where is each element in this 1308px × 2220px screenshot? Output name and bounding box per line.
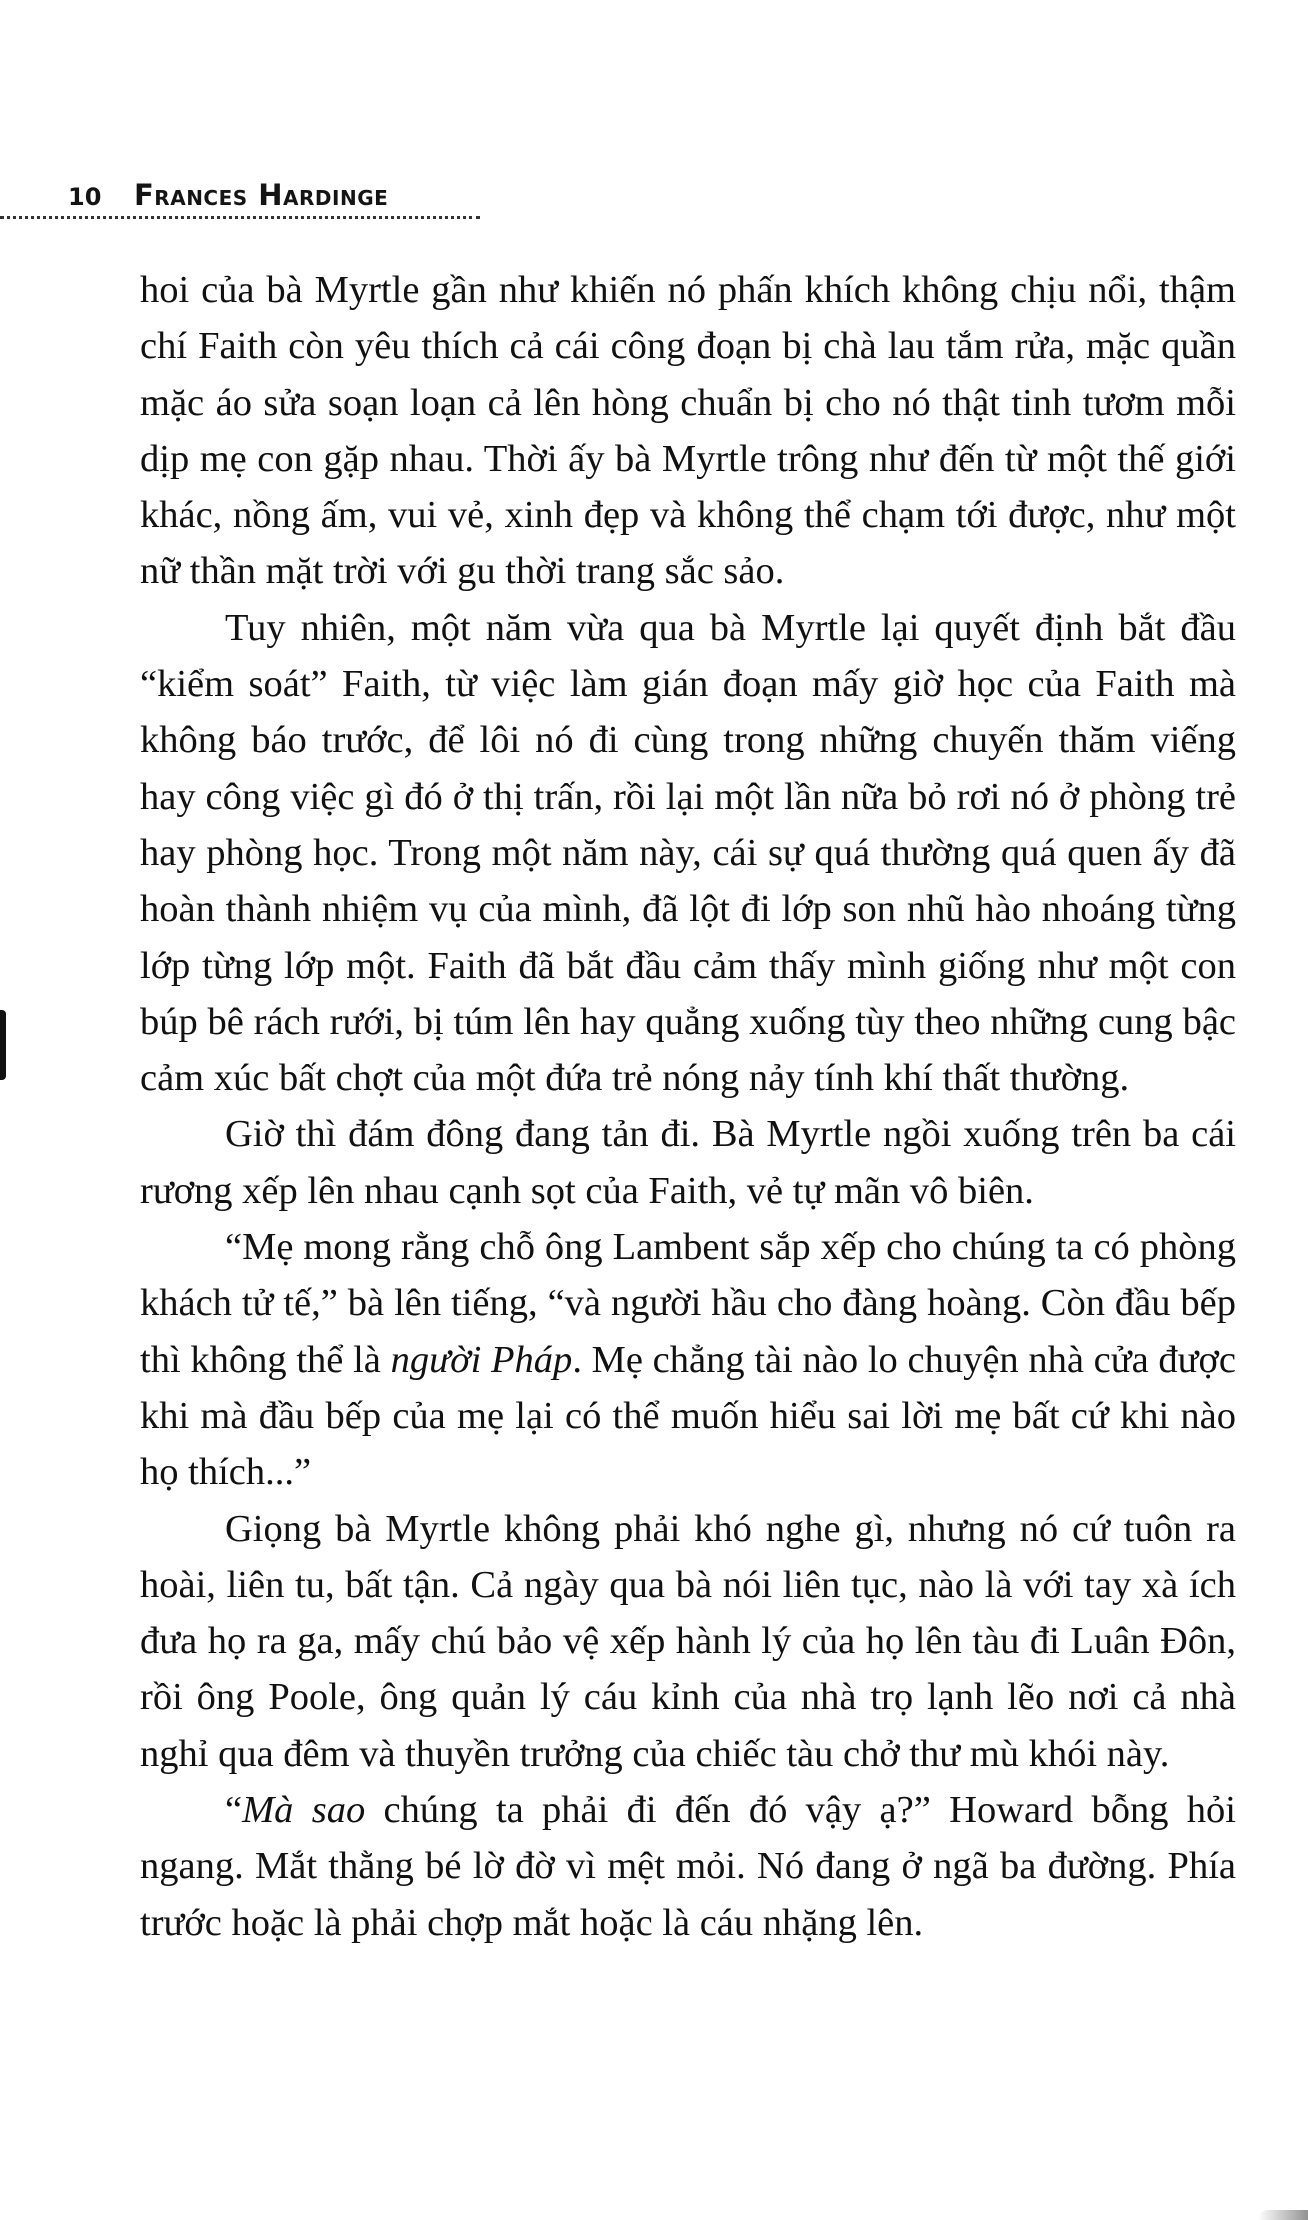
paragraph-3: Giờ thì đám đông đang tản đi. Bà Myrtle ngồi xuống trên ba cái rương xếp lên nhau cạnh sọt của Faith, vẻ tự mãn vô biên. xyxy=(140,1113,1236,1212)
author-name: Frances Hardinge xyxy=(134,178,389,212)
paragraph-4 xyxy=(140,1219,1236,1500)
scan-corner-shadow xyxy=(1258,2210,1308,2220)
paragraph-4-text-a: “Mẹ mong rằng chỗ ông Lambent sắp xếp cho chúng ta có phòng khách tử tế,” bà lên tiếng, “và người hầu cho đàng hoàng. Còn đầu bếp thì không thể là xyxy=(140,1226,1236,1381)
paragraph-4-text-b: . Mẹ chẳng tài nào lo chuyện nhà cửa được khi mà đầu bếp của mẹ lại có thể muốn hiểu sai lời mẹ bất cứ khi nào họ thích...” xyxy=(140,1338,1237,1494)
paragraph-5: Giọng bà Myrtle không phải khó nghe gì, nhưng nó cứ tuôn ra hoài, liên tu, bất tận. Cả ngày qua bà nói liên tục, nào là với tay xà ích đưa họ ra ga, mấy chú bảo vệ xếp hành lý của họ lên tàu đi Luân Đôn, rồi ông Poole, ông quản lý cáu kỉnh của nhà trọ lạnh lẽo nơi cả nhà nghỉ qua đêm và thuyền trưởng của chiếc tàu chở thư mù khói này. xyxy=(140,1507,1236,1775)
header-dotted-rule xyxy=(0,216,480,219)
paragraph-4-italic: người Pháp xyxy=(390,1338,573,1381)
paragraph-1: hoi của bà Myrtle gần như khiến nó phấn khích không chịu nổi, thậm chí Faith còn yêu thích cả cái công đoạn bị chà lau tắm rửa, mặc quần mặc áo sửa soạn loạn cả lên hòng chuẩn bị cho nó thật tinh tươm mỗi dịp mẹ con gặp nhau. Thời ấy bà Myrtle trông như đến từ một thế giới khác, nồng ấm, vui vẻ, xinh đẹp và không thể chạm tới được, như một nữ thần mặt trời với gu thời trang sắc sảo. xyxy=(140,269,1236,593)
paragraph-6-open-quote: “ xyxy=(225,1789,243,1832)
page-number: 10 xyxy=(68,183,102,211)
scan-edge-shadow xyxy=(0,1010,6,1080)
running-header xyxy=(68,178,388,212)
paragraph-6-italic: Mà sao xyxy=(242,1789,366,1832)
paragraph-2: Tuy nhiên, một năm vừa qua bà Myrtle lại quyết định bắt đầu “kiểm soát” Faith, từ việc làm gián đoạn mấy giờ học của Faith mà không báo trước, để lôi nó đi cùng trong những chuyến thăm viếng hay công việc gì đó ở thị trấn, rồi lại một lần nữa bỏ rơi nó ở phòng trẻ hay phòng học. Trong một năm này, cái sự quá thường quá quen ấy đã hoàn thành nhiệm vụ của mình, đã lột đi lớp son nhũ hào nhoáng từng lớp từng lớp một. Faith đã bắt đầu cảm thấy mình giống như một con búp bê rách rưới, bị túm lên hay quẳng xuống tùy theo những cung bậc cảm xúc bất chợt của một đứa trẻ nóng nảy tính khí thất thường. xyxy=(140,606,1236,1100)
paragraph-6 xyxy=(140,1782,1236,1951)
body-text xyxy=(140,262,1236,1951)
paragraph-6-text: chúng ta phải đi đến đó vậy ạ?” Howard bỗng hỏi ngang. Mắt thằng bé lờ đờ vì mệt mỏi. Nó đang ở ngã ba đường. Phía trước hoặc là phải chợp mắt hoặc là cáu nhặng lên. xyxy=(140,1789,1236,1944)
